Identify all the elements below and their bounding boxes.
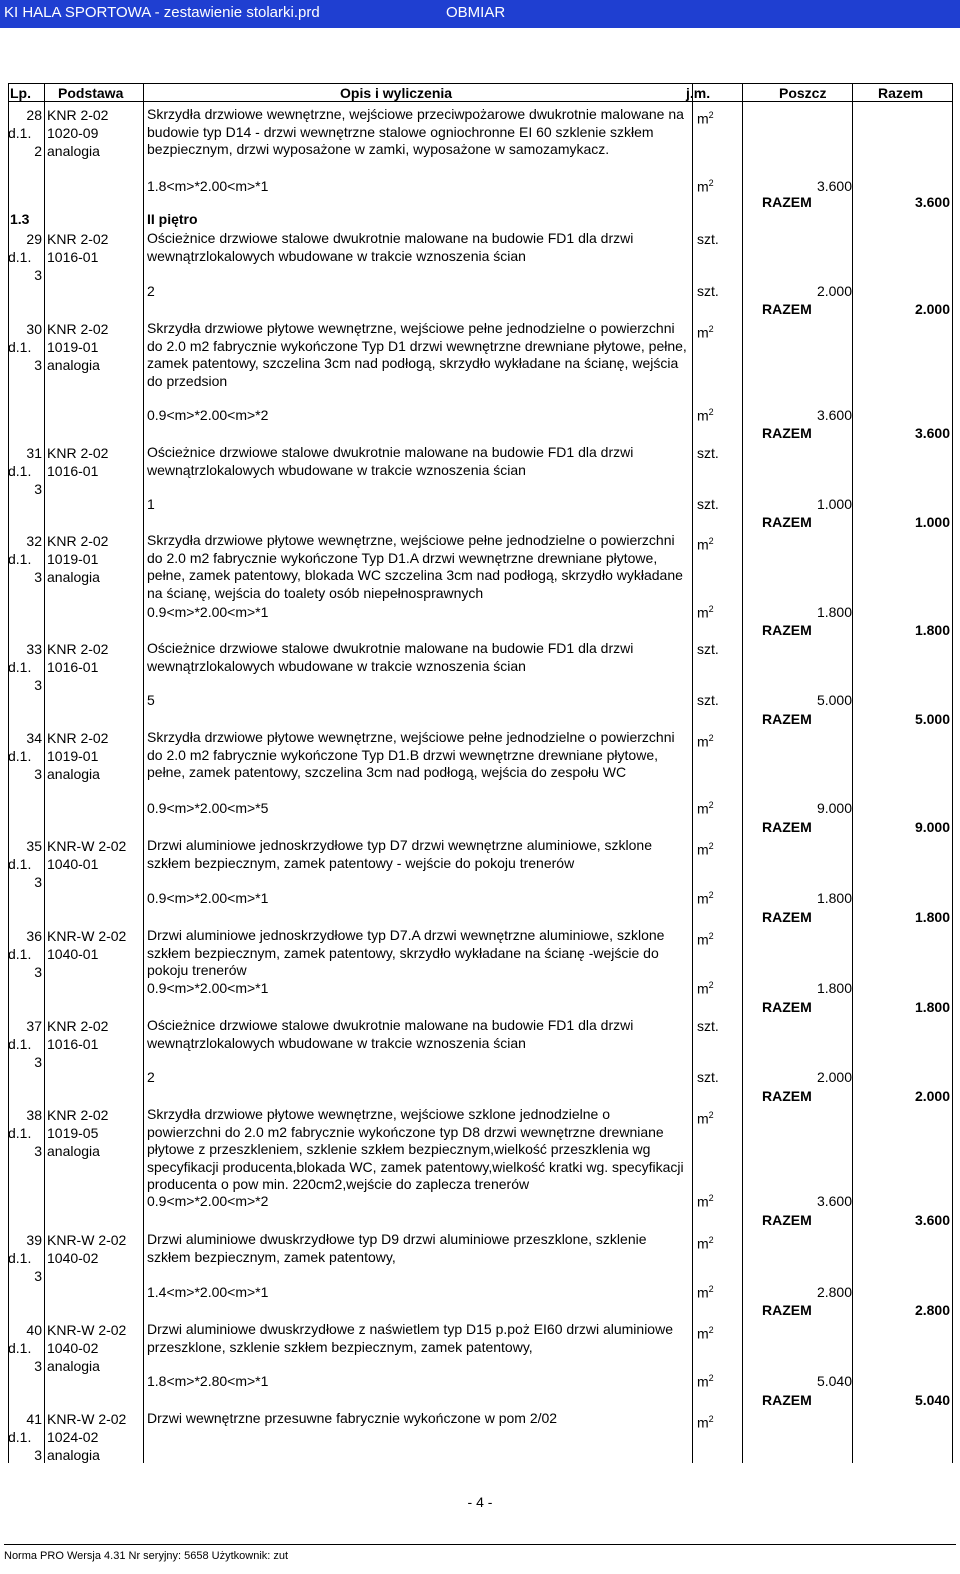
row-podstawa-part: 1020-09 — [47, 125, 99, 141]
row-description: Ościeżnice drzwiowe stalowe dwukrotnie malowane na budowie FD1 dla drzwi wewnątrzlokalowych wbudowane w trakcie wznoszenia ścian — [147, 444, 634, 478]
row-razem: 3.600 — [914, 1212, 950, 1228]
razem-label: RAZEM — [762, 1392, 812, 1408]
row-podstawa-part: KNR 2-02 — [47, 533, 109, 549]
row-unit: $m^2$ — [697, 1414, 714, 1431]
row-poszcz: 5.000 — [816, 692, 852, 708]
grid-line — [143, 83, 144, 1463]
row-podstawa — [47, 1017, 142, 1053]
row-description: Drzwi wewnętrzne przesuwne fabrycznie wykończone w pom 2/02 — [147, 1410, 558, 1426]
row-podstawa-part: 1024-02 — [47, 1429, 99, 1445]
row-poszcz: 3.600 — [816, 407, 852, 423]
row-lp-part: 3 — [34, 1268, 42, 1284]
row-razem: 1.800 — [914, 909, 950, 925]
row-lp-part: 33 — [26, 641, 42, 657]
row-description: Drzwi aluminiowe jednoskrzydłowe typ D7 drzwi wewnętrzne aluminiowe, szklone szkłem bezpiecznym, zamek patentowy - wejście do pokoju trenerów — [147, 837, 652, 871]
row-lp-part: d.1. — [8, 1340, 32, 1356]
row-lp-part: d.1. — [8, 1429, 32, 1445]
grid-line — [852, 83, 853, 1463]
row-lp-part: 32 — [26, 533, 42, 549]
row-lp-part: 3 — [34, 766, 42, 782]
row-poszcz: 2.800 — [816, 1284, 852, 1300]
grid-line — [952, 83, 953, 1463]
row-unit: $m^2$ — [697, 1110, 714, 1127]
row-podstawa-part: KNR-W 2-02 — [47, 1322, 127, 1338]
row-unit: szt. — [697, 445, 719, 461]
row-lp-part: 40 — [26, 1322, 42, 1338]
razem-label: RAZEM — [762, 194, 812, 210]
row-podstawa-part: 1040-01 — [47, 946, 99, 962]
razem-label: RAZEM — [762, 909, 812, 925]
row-lp-part: 3 — [34, 357, 42, 373]
row-lp-part: 29 — [26, 231, 42, 247]
row-podstawa-part: 1016-01 — [47, 659, 99, 675]
page-number: - 4 - — [467, 1494, 493, 1510]
razem-label: RAZEM — [762, 819, 812, 835]
row-podstawa-part: KNR 2-02 — [47, 1018, 109, 1034]
software-info: Norma PRO Wersja 4.31 Nr seryjny: 5658 Użytkownik: zut — [4, 1550, 289, 1562]
razem-label: RAZEM — [762, 1088, 812, 1104]
row-formula-unit: $m^2$ — [697, 178, 714, 195]
row-formula-unit: szt. — [697, 496, 719, 512]
row-lp-part: 38 — [26, 1107, 42, 1123]
row-podstawa — [47, 532, 142, 586]
row-podstawa — [47, 1410, 142, 1464]
row-lp — [8, 230, 42, 284]
row-lp-part: 28 — [26, 107, 42, 123]
row-podstawa — [47, 1106, 142, 1160]
row-formula-unit: $m^2$ — [697, 604, 714, 621]
row-poszcz: 5.040 — [816, 1373, 852, 1389]
row-lp — [8, 1106, 42, 1160]
row-lp-part: 3 — [34, 874, 42, 890]
row-description: Ościeżnice drzwiowe stalowe dwukrotnie malowane na budowie FD1 dla drzwi wewnątrzlokalowych wbudowane w trakcie wznoszenia ścian — [147, 1017, 634, 1051]
row-lp-part: 35 — [26, 838, 42, 854]
row-razem: 5.000 — [914, 711, 950, 727]
row-lp — [8, 1017, 42, 1071]
grid-line — [742, 83, 743, 1463]
row-lp-part: 37 — [26, 1018, 42, 1034]
row-podstawa-part: KNR 2-02 — [47, 445, 109, 461]
col-lp: Lp. — [10, 85, 31, 101]
row-poszcz: 1.800 — [816, 604, 852, 620]
row-podstawa-part: analogia — [47, 766, 100, 782]
window-title: KI HALA SPORTOWA - zestawienie stolarki.prd — [4, 4, 320, 21]
row-formula: 1 — [147, 496, 155, 512]
row-formula-unit: $m^2$ — [697, 1373, 714, 1390]
row-poszcz: 1.000 — [816, 496, 852, 512]
row-unit: $m^2$ — [697, 931, 714, 948]
row-lp — [8, 837, 42, 891]
section-title: OBMIAR — [446, 4, 506, 21]
row-poszcz: 9.000 — [816, 800, 852, 816]
row-podstawa-part: 1040-02 — [47, 1340, 99, 1356]
row-lp-part: d.1. — [8, 748, 32, 764]
row-lp — [8, 532, 42, 586]
row-lp-part: 3 — [34, 1358, 42, 1374]
row-lp-part: d.1. — [8, 249, 32, 265]
row-description: Skrzydła drzwiowe płytowe wewnętrzne, wejściowe szklone jednodzielne o powierzchni do 2.0 m2 fabrycznie wykończone typ D8 drzwi wewnętrzne drewniane płytowe z przeszkleniem, szklenie szkłem bezpiecznym,wielkość przeszklenia wg specyfikacji producenta,blokada WC, zamek patentowy,wielkość kratki wg. specyfikacji producenta o pow min. 220cm2,wejście do zaplecza trenerów — [147, 1106, 684, 1192]
row-razem: 2.000 — [914, 1088, 950, 1104]
row-podstawa-part: 1019-01 — [47, 748, 99, 764]
row-lp-part: 36 — [26, 928, 42, 944]
row-poszcz: 3.600 — [816, 178, 852, 194]
row-formula: 0.9<m>*2.00<m>*2 — [147, 1193, 269, 1209]
row-lp-part: d.1. — [8, 659, 32, 675]
col-opis: Opis i wyliczenia — [340, 85, 453, 101]
row-podstawa-part: 1016-01 — [47, 1036, 99, 1052]
row-formula: 5 — [147, 692, 155, 708]
row-lp-part: d.1. — [8, 551, 32, 567]
row-razem: 1.800 — [914, 999, 950, 1015]
section-number: 1.3 — [10, 211, 30, 227]
row-lp-part: d.1. — [8, 946, 32, 962]
row-lp-part: 39 — [26, 1232, 42, 1248]
row-podstawa — [47, 1231, 142, 1267]
table-header — [8, 84, 952, 102]
row-podstawa — [47, 230, 142, 266]
row-lp-part: d.1. — [8, 1250, 32, 1266]
row-lp-part: 30 — [26, 321, 42, 337]
row-formula: 1.4<m>*2.00<m>*1 — [147, 1284, 269, 1300]
row-podstawa — [47, 1321, 142, 1375]
row-podstawa-part: KNR-W 2-02 — [47, 838, 127, 854]
row-podstawa-part: analogia — [47, 1143, 100, 1159]
row-podstawa — [47, 444, 142, 480]
row-podstawa-part: analogia — [47, 143, 100, 159]
row-lp-part: d.1. — [8, 463, 32, 479]
row-podstawa-part: 1019-01 — [47, 339, 99, 355]
col-razem: Razem — [878, 85, 924, 101]
row-unit: $m^2$ — [697, 536, 714, 553]
row-formula-unit: $m^2$ — [697, 800, 714, 817]
row-lp-part: 3 — [34, 481, 42, 497]
row-podstawa-part: analogia — [47, 1358, 100, 1374]
row-podstawa-part: KNR 2-02 — [47, 231, 109, 247]
row-podstawa-part: KNR 2-02 — [47, 641, 109, 657]
row-lp-part: 3 — [34, 964, 42, 980]
row-lp-part: 3 — [34, 1054, 42, 1070]
row-lp-part: 34 — [26, 730, 42, 746]
row-lp — [8, 106, 42, 160]
header-bottom-rule — [8, 101, 952, 102]
row-formula: 0.9<m>*2.00<m>*1 — [147, 980, 269, 996]
row-description: Skrzydła drzwiowe wewnętrzne, wejściowe przeciwpożarowe dwukrotnie malowane na budowie typ D14 - drzwi wewnętrzne stalowe ogniochronne EI 60 szklenie szkłem bezpiecznym, drzwi wyposażone w zamki, wyposażone w samozamykacz. — [147, 106, 684, 157]
row-lp-part: d.1. — [8, 1036, 32, 1052]
row-lp-part: 31 — [26, 445, 42, 461]
grid-line — [44, 83, 45, 1463]
row-formula-unit: $m^2$ — [697, 980, 714, 997]
row-podstawa-part: 1040-02 — [47, 1250, 99, 1266]
row-podstawa — [47, 927, 142, 963]
row-razem: 1.800 — [914, 622, 950, 638]
row-poszcz: 1.800 — [816, 890, 852, 906]
row-unit: $m^2$ — [697, 841, 714, 858]
row-poszcz: 2.000 — [816, 1069, 852, 1085]
razem-label: RAZEM — [762, 514, 812, 530]
row-podstawa-part: analogia — [47, 357, 100, 373]
row-razem: 1.000 — [914, 514, 950, 530]
razem-label: RAZEM — [762, 1302, 812, 1318]
grid-line — [692, 83, 693, 1463]
row-lp-part: d.1. — [8, 856, 32, 872]
row-unit: $m^2$ — [697, 110, 714, 127]
row-lp — [8, 1410, 42, 1464]
row-description: Skrzydła drzwiowe płytowe wewnętrzne, wejściowe pełne jednodzielne o powierzchni do 2.0 m2 fabrycznie wykończone Typ D1.B drzwi wewnętrzne drewniane płytowe, pełne, zamek patentowy, szczelina 3cm nad podłogą, wejścia do zespołu WC — [147, 729, 675, 780]
row-description: Drzwi aluminiowe dwuskrzydłowe typ D9 drzwi aluminiowe przeszklone, szklenie szkłem bezpiecznym, zamek patentowy, — [147, 1231, 647, 1265]
row-formula-unit: szt. — [697, 1069, 719, 1085]
row-description: Ościeżnice drzwiowe stalowe dwukrotnie malowane na budowie FD1 dla drzwi wewnątrzlokalowych wbudowane w trakcie wznoszenia ścian — [147, 230, 634, 264]
row-podstawa — [47, 640, 142, 676]
col-jm: j.m. — [686, 85, 711, 101]
row-podstawa-part: KNR 2-02 — [47, 730, 109, 746]
row-podstawa-part: KNR 2-02 — [47, 321, 109, 337]
razem-label: RAZEM — [762, 711, 812, 727]
row-formula-unit: szt. — [697, 692, 719, 708]
row-podstawa-part: 1016-01 — [47, 463, 99, 479]
row-formula: 1.8<m>*2.80<m>*1 — [147, 1373, 269, 1389]
row-lp-part: 3 — [34, 677, 42, 693]
row-formula: 0.9<m>*2.00<m>*1 — [147, 890, 269, 906]
row-formula: 0.9<m>*2.00<m>*2 — [147, 407, 269, 423]
row-lp — [8, 320, 42, 374]
row-lp — [8, 927, 42, 981]
row-description: Ościeżnice drzwiowe stalowe dwukrotnie malowane na budowie FD1 dla drzwi wewnątrzlokalowych wbudowane w trakcie wznoszenia ścian — [147, 640, 634, 674]
window-title-bar — [0, 0, 960, 28]
row-razem: 5.040 — [914, 1392, 950, 1408]
row-unit: $m^2$ — [697, 733, 714, 750]
row-lp-part: d.1. — [8, 125, 32, 141]
row-description: Skrzydła drzwiowe płytowe wewnętrzne, wejściowe pełne jednodzielne o powierzchni do 2.0 m2 fabrycznie wykończone Typ D1.A drzwi wewnętrzne drewniane płytowe, pełne, zamek patentowy, blokada WC szczelina 3cm nad podłogą, skrzydło wykładane na ścianę, wejścia do toalety osób niepełnosprawnych — [147, 532, 683, 601]
row-lp-part: 3 — [34, 267, 42, 283]
row-lp — [8, 640, 42, 694]
footer-rule — [4, 1544, 956, 1545]
row-podstawa-part: 1019-01 — [47, 551, 99, 567]
row-podstawa-part: 1040-01 — [47, 856, 99, 872]
row-formula: 1.8<m>*2.00<m>*1 — [147, 178, 269, 194]
row-unit: szt. — [697, 641, 719, 657]
row-podstawa — [47, 106, 142, 160]
row-podstawa-part: 1019-05 — [47, 1125, 99, 1141]
row-podstawa-part: KNR-W 2-02 — [47, 1232, 127, 1248]
row-lp-part: 41 — [26, 1411, 42, 1427]
row-formula-unit: $m^2$ — [697, 890, 714, 907]
row-description: Skrzydła drzwiowe płytowe wewnętrzne, wejściowe pełne jednodzielne o powierzchni do 2.0 m2 fabrycznie wykończone Typ D1 drzwi wewnętrzne drewniane płytowe, pełne, zamek patentowy, szczelina 3cm nad podłogą, skrzydło wykładane na ścianę, wejścia do przedsion — [147, 320, 687, 389]
row-podstawa-part: analogia — [47, 1447, 100, 1463]
row-unit: szt. — [697, 231, 719, 247]
row-description: Drzwi aluminiowe jednoskrzydłowe typ D7.A drzwi wewnętrzne aluminiowe, szklone szkłem bezpiecznym, zamek patentowy, skrzydło wykładane na ścianę -wejście do pokoju trenerów — [147, 927, 665, 978]
row-podstawa-part: 1016-01 — [47, 249, 99, 265]
col-poszcz: Poszcz — [779, 85, 827, 101]
razem-label: RAZEM — [762, 622, 812, 638]
row-podstawa — [47, 837, 142, 873]
row-unit: $m^2$ — [697, 324, 714, 341]
row-lp — [8, 444, 42, 498]
row-formula-unit: szt. — [697, 283, 719, 299]
row-lp — [8, 1321, 42, 1375]
row-unit: szt. — [697, 1018, 719, 1034]
razem-label: RAZEM — [762, 999, 812, 1015]
row-podstawa-part: KNR-W 2-02 — [47, 1411, 127, 1427]
row-description: Drzwi aluminiowe dwuskrzydłowe z naświetlem typ D15 p.poż EI60 drzwi aluminiowe przeszklone, szklenie szkłem bezpiecznym, zamek patentowy, — [147, 1321, 673, 1355]
row-podstawa — [47, 729, 142, 783]
row-lp-part: 3 — [34, 1447, 42, 1463]
row-formula: 2 — [147, 1069, 155, 1085]
row-podstawa — [47, 320, 142, 374]
row-razem: 2.800 — [914, 1302, 950, 1318]
razem-label: RAZEM — [762, 301, 812, 317]
row-razem: 3.600 — [914, 194, 950, 210]
row-poszcz: 1.800 — [816, 980, 852, 996]
row-formula-unit: $m^2$ — [697, 1193, 714, 1210]
row-formula-unit: $m^2$ — [697, 407, 714, 424]
row-lp-part: 2 — [34, 143, 42, 159]
row-lp — [8, 729, 42, 783]
row-lp-part: 3 — [34, 569, 42, 585]
razem-label: RAZEM — [762, 1212, 812, 1228]
row-lp-part: d.1. — [8, 1125, 32, 1141]
row-podstawa-part: analogia — [47, 569, 100, 585]
row-podstawa-part: KNR 2-02 — [47, 107, 109, 123]
row-razem: 2.000 — [914, 301, 950, 317]
row-podstawa-part: KNR 2-02 — [47, 1107, 109, 1123]
row-razem: 9.000 — [914, 819, 950, 835]
row-lp-part: 3 — [34, 1143, 42, 1159]
row-poszcz: 2.000 — [816, 283, 852, 299]
row-lp-part: d.1. — [8, 339, 32, 355]
row-podstawa-part: KNR-W 2-02 — [47, 928, 127, 944]
row-formula: 2 — [147, 283, 155, 299]
row-poszcz: 3.600 — [816, 1193, 852, 1209]
row-formula: 0.9<m>*2.00<m>*1 — [147, 604, 269, 620]
row-unit: $m^2$ — [697, 1325, 714, 1342]
section-title-text: II piętro — [147, 211, 198, 227]
row-razem: 3.600 — [914, 425, 950, 441]
row-unit: $m^2$ — [697, 1235, 714, 1252]
row-formula: 0.9<m>*2.00<m>*5 — [147, 800, 269, 816]
row-lp — [8, 1231, 42, 1285]
razem-label: RAZEM — [762, 425, 812, 441]
row-formula-unit: $m^2$ — [697, 1284, 714, 1301]
col-podstawa: Podstawa — [58, 85, 124, 101]
